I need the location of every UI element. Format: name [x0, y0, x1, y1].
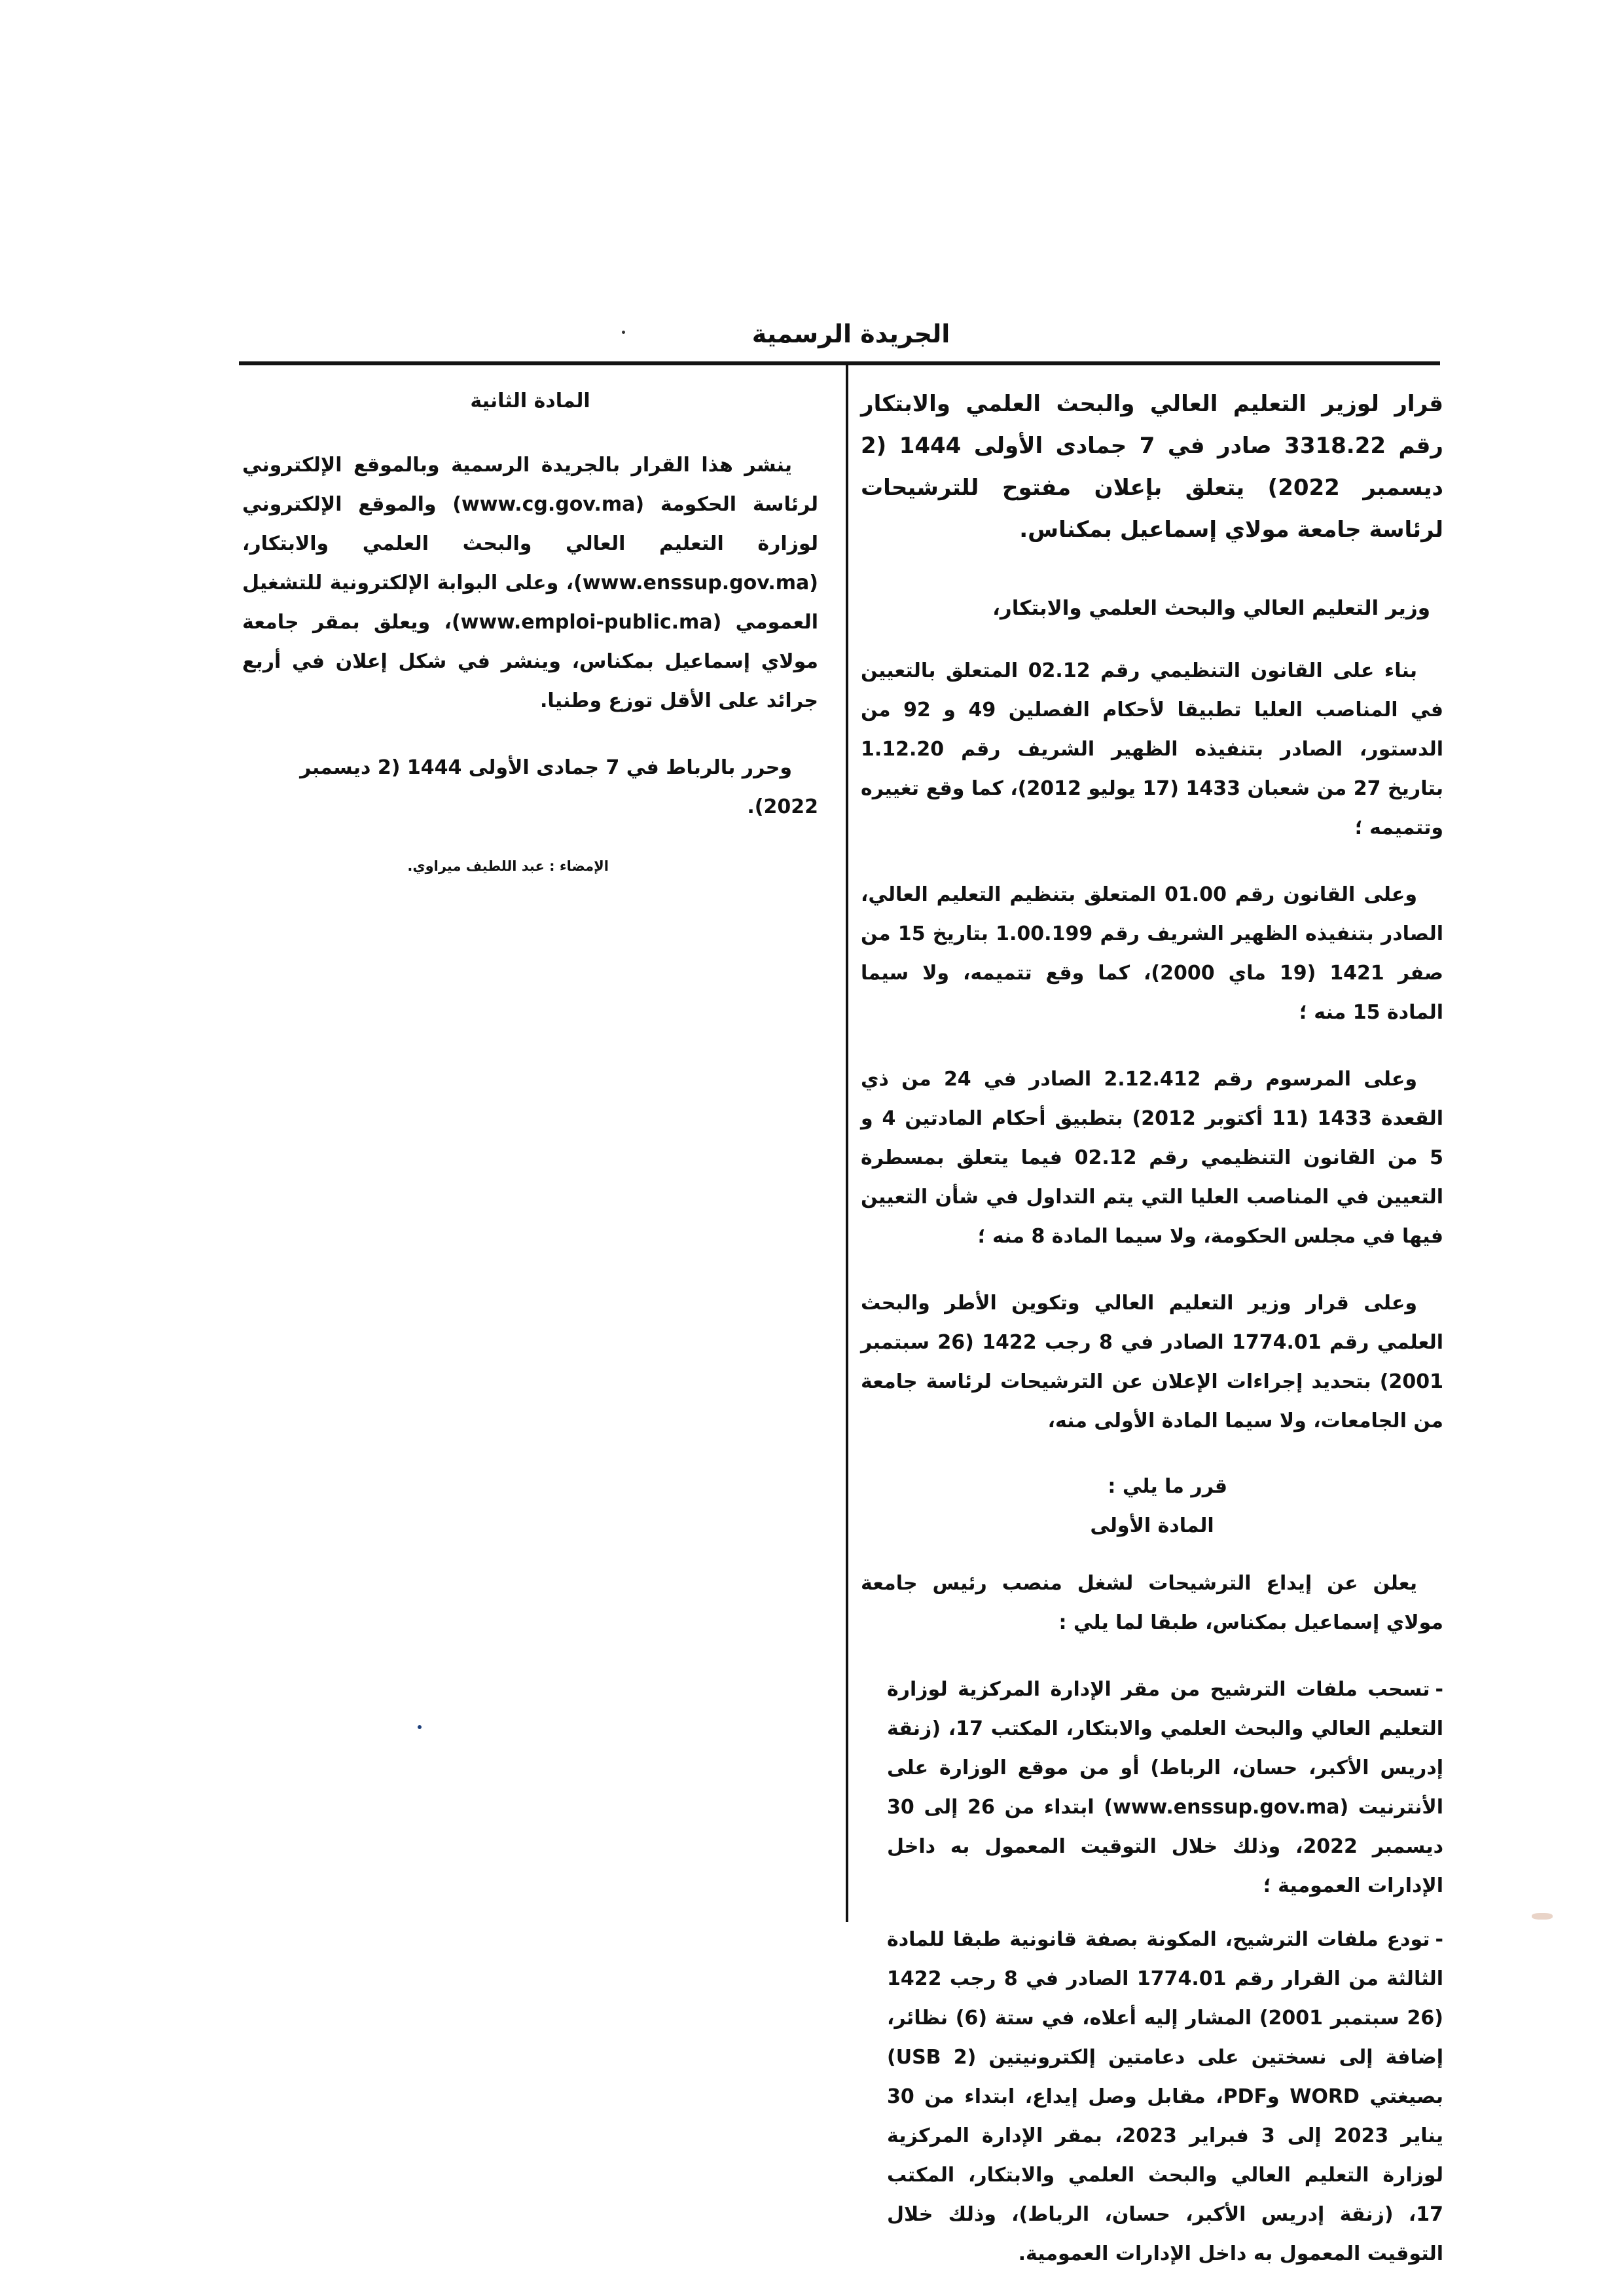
bullet-dash: -	[1435, 1928, 1443, 1951]
recital-2: وعلى القانون رقم 01.00 المتعلق بتنظيم التعليم العالي، الصادر بتنفيذه الظهير الشريف رقم 1.00.199 بتاريخ 15 من صفر 1421 (19 ماي 2000)، كما وقع تتميمه، ولا سيما المادة 15 منه ؛	[861, 883, 1444, 1024]
recital-4: وعلى قرار وزير التعليم العالي وتكوين الأطر والبحث العلمي رقم 1774.01 الصادر في 8 رجب 1422 (26 سبتمبر 2001) بتحديد إجراءات الإعلان عن الترشيحات لرئاسة جامعة من الجامعات، ولا سيما المادة الأولى منه،	[861, 1292, 1443, 1432]
scan-speck	[418, 1725, 422, 1729]
decree-line: قرر ما يلي :	[1108, 1475, 1227, 1498]
date-line: وحرر بالرباط في 7 جمادى الأولى 1444 (2 ديسمبر 2022).	[300, 756, 818, 818]
right-column	[861, 383, 1443, 2288]
article-two-title: المادة الثانية	[470, 390, 590, 412]
scan-speck	[622, 331, 625, 334]
signature: الإمضاء : عبد اللطيف ميراوي.	[407, 858, 609, 874]
article-one-bullet-1	[861, 1670, 1443, 1906]
bullet-text: تسحب ملفات الترشيح من مقر الإدارة المركزية لوزارة التعليم العالي والبحث العلمي والابتكار، المكتب 17، (زنقة إدريس الأكبر، حسان، الرباط) أو من موقع الوزارة على الأنترنيت (www.enssup.gov.ma) ابتداء من 26 إلى 30 ديسمبر 2022، وذلك خلال التوقيت المعمول به داخل الإدارات العمومية ؛	[887, 1678, 1443, 1897]
header-rule	[239, 361, 1440, 365]
article-two-body: ينشر هذا القرار بالجريدة الرسمية وبالموقع الإلكتروني لرئاسة الحكومة (www.cg.gov.ma) والموقع الإلكتروني لوزارة التعليم العالي والبحث العلمي والابتكار، (www.enssup.gov.ma)، وعلى البوابة الإلكترونية للتشغيل العمومي (www.emploi-public.ma)، ويعلق بمقر جامعة مولاي إسماعيل بمكناس، وينشر في شكل إعلان في أربع جرائد على الأقل توزع وطنيا.	[242, 454, 819, 712]
recital-3: وعلى المرسوم رقم 2.12.412 الصادر في 24 من ذي القعدة 1433 (11 أكتوبر 2012) بتطبيق أحكام المادتين 4 و 5 من القانون التنظيمي رقم 02.12 فيما يتعلق بمسطرة التعيين في المناصب العليا التي يتم التداول في شأن التعيين فيها في مجلس الحكومة، ولا سيما المادة 8 منه ؛	[861, 1068, 1444, 1248]
article-one-title: المادة الأولى	[1090, 1514, 1214, 1537]
column-divider	[846, 364, 848, 1922]
bullet-text: تودع ملفات الترشيح، المكونة بصفة قانونية طبقا للمادة الثالثة من القرار رقم 1774.01 الصادر في 8 رجب 1422 (26 سبتمبر 2001) المشار إليه أعلاه، في ستة (6) نظائر، إضافة إلى نسختين على دعامتين إلكترونيتين (2 USB) بصيغتي WORD وPDF، مقابل وصل إيداع، ابتداء من 30 يناير 2023 إلى 3 فبراير 2023، بمقر الإدارة المركزية لوزارة التعليم العالي والبحث العلمي والابتكار، المكتب 17، (زنقة إدريس الأكبر، حسان، الرباط)، وذلك خلال التوقيت المعمول به داخل الإدارات العمومية.	[887, 1928, 1444, 2265]
article-one-intro: يعلن عن إيداع الترشيحات لشغل منصب رئيس جامعة مولاي إسماعيل بمكناس، طبقا لما يلي :	[861, 1572, 1443, 1634]
left-column	[242, 383, 818, 874]
recital-1: بناء على القانون التنظيمي رقم 02.12 المتعلق بالتعيين في المناصب العليا تطبيقا لأحكام الفصلين 49 و 92 من الدستور، الصادر بتنفيذه الظهير الشريف رقم 1.12.20 بتاريخ 27 من شعبان 1433 (17 يوليو 2012)، كما وقع تغييره وتتميمه ؛	[861, 659, 1443, 839]
scan-speck	[1532, 1913, 1553, 1920]
gazette-header-title: الجريدة الرسمية	[751, 319, 950, 348]
article-one-bullet-2	[861, 1920, 1443, 2274]
minister-line: وزير التعليم العالي والبحث العلمي والابتكار،	[992, 596, 1430, 620]
decision-title: قرار لوزير التعليم العالي والبحث العلمي والابتكار رقم 3318.22 صادر في 7 جمادى الأولى 1444 (2 ديسمبر 2022) يتعلق بإعلان مفتوح للترشيحات لرئاسة جامعة مولاي إسماعيل بمكناس.	[861, 391, 1443, 543]
bullet-dash: -	[1435, 1678, 1443, 1701]
